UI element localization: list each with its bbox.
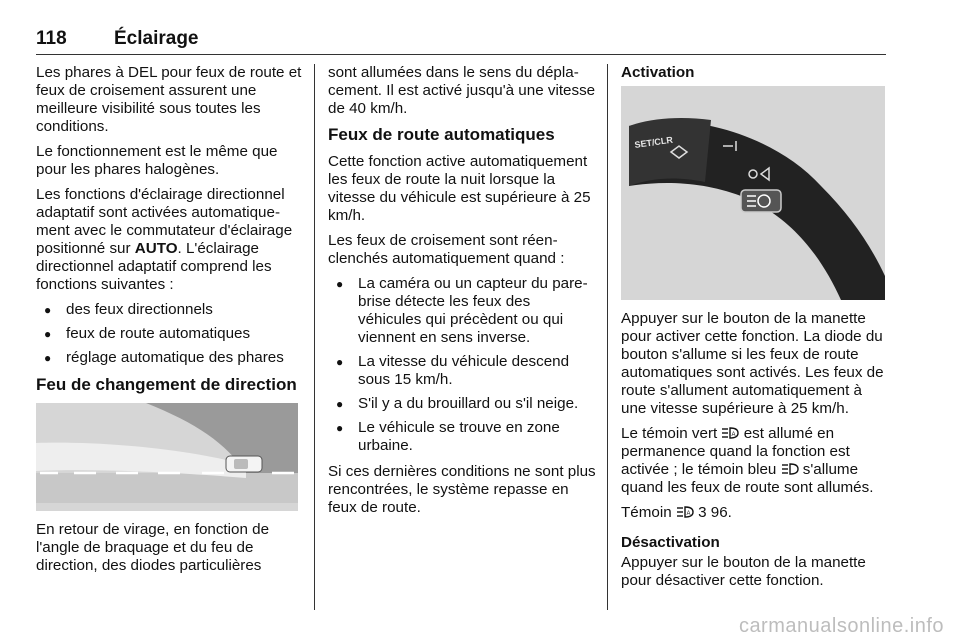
paragraph: Cette fonction active automatiquement les feux de route la nuit lorsque la vitesse du véhicule est supérieure à 25 km/h.	[328, 153, 591, 224]
list-item: ● feux de route automatiques	[36, 325, 304, 343]
high-beam-indicator-icon	[781, 462, 799, 476]
auto-high-beam-indicator-icon	[721, 426, 739, 440]
section-heading: Feux de route automatiques	[328, 125, 555, 144]
column-divider	[607, 64, 608, 610]
list-item: ● réglage automatique des phares	[36, 349, 304, 367]
list-item: ● S'il y a du brouillard ou s'il neige.	[328, 395, 596, 413]
cornering-light-illustration	[36, 403, 298, 511]
paragraph: Le fonctionnement est le même que pour les phares halogènes.	[36, 143, 278, 178]
svg-text:A: A	[731, 432, 736, 438]
paragraph: sont allumées dans le sens du déplacement. Il est activé jusqu'à une vitesse de 40 km/h.	[328, 64, 596, 117]
paragraph: Les phares à DEL pour feux de route et feux de croisement assurent une meilleure visibilité sous toutes les conditions.	[36, 64, 302, 135]
paragraph-text: est allumé en permanence quand la fonction est activée ; le témoin bleu	[621, 425, 850, 478]
page-number: 118	[36, 28, 67, 49]
car-icon	[226, 456, 262, 472]
page-reference-symbol[interactable]: 3	[698, 504, 707, 521]
watermark: carmanualsonline.info	[738, 615, 944, 637]
paragraph: Les feux de croisement sont réenclenchés automatiquement quand :	[328, 232, 565, 267]
set-clr-label: SET/CLR	[633, 134, 674, 150]
auto-label: AUTO	[134, 240, 178, 257]
paragraph-text: s'allume quand les feux de route sont allumés.	[621, 461, 874, 496]
auto-high-beam-indicator-icon	[676, 505, 694, 519]
feature-list	[36, 301, 304, 367]
paragraph: Appuyer sur le bouton de la manette pour activer cette fonction. La diode du bouton s'allume si les feux de route automatiques sont activés. Les feux de route s'allument automatiquement à une vitesse supérieure à 25 km/h.	[621, 310, 884, 417]
paragraph-text: Témoin	[621, 504, 676, 521]
list-item: ● La caméra ou un capteur du pare-brise détecte les feux des véhicules qui précèdent ou qui viennent en sens inverse.	[328, 275, 596, 347]
condition-list	[328, 275, 596, 455]
paragraph	[621, 425, 889, 497]
chapter-title: Éclairage	[114, 28, 199, 49]
list-item: ● La vitesse du véhicule descend sous 15 km/h.	[328, 353, 596, 389]
column-3	[621, 64, 889, 597]
column-1	[36, 64, 304, 582]
subsection-heading: Activation	[621, 64, 695, 81]
light-stalk-illustration	[621, 86, 885, 300]
auto-high-beam-button-icon	[741, 190, 781, 212]
paragraph: Si ces dernières conditions ne sont plus rencontrées, le système repasse en feux de route.	[328, 463, 596, 516]
column-divider	[314, 64, 315, 610]
paragraph-text: . L'éclairage directionnel adaptatif comprend les fonctions suivantes :	[36, 240, 272, 293]
subsection-heading: Désactivation	[621, 534, 720, 551]
svg-text:A: A	[686, 511, 691, 517]
paragraph: Appuyer sur le bouton de la manette pour désactiver cette fonction.	[621, 554, 866, 589]
paragraph	[621, 504, 889, 522]
column-2	[328, 64, 596, 524]
page-header	[36, 28, 886, 55]
section-heading: Feu de changement de direction	[36, 375, 297, 394]
page-reference: 96.	[706, 504, 732, 521]
paragraph	[36, 186, 304, 294]
paragraph-text: Les fonctions d'éclairage directionnel adaptatif sont activées automatiquement avec le commutateur d'éclairage positionné sur	[36, 186, 293, 257]
list-item: ● Le véhicule se trouve en zone urbaine.	[328, 419, 596, 455]
paragraph: En retour de virage, en fonction de l'angle de braquage et du feu de direction, des diodes particulières	[36, 521, 270, 574]
paragraph-text: Le témoin vert	[621, 425, 722, 442]
list-item: ● des feux directionnels	[36, 301, 304, 319]
